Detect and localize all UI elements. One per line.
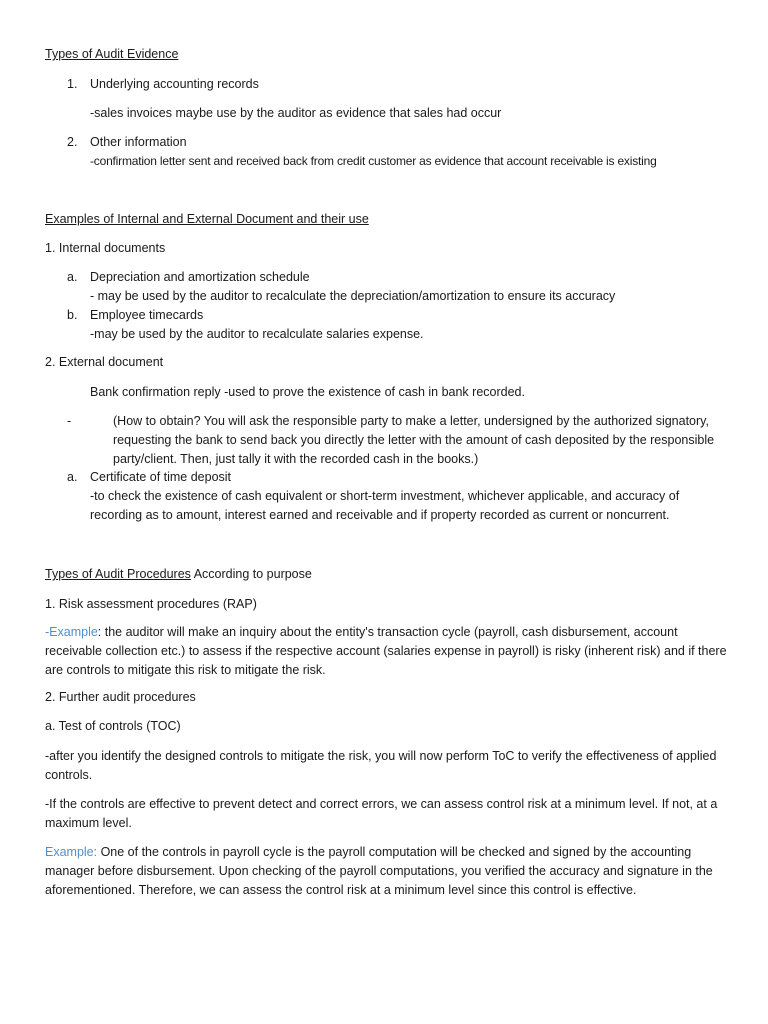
- evidence-item-1-desc: -sales invoices maybe use by the auditor as evidence that sales had occur: [90, 106, 502, 120]
- item-marker: 1.: [67, 77, 78, 91]
- procedures-heading-rest: According to purpose: [190, 567, 312, 581]
- note-text: (How to obtain? You will ask the responsible party to make a letter, undersigned by the authorized signatory, requesting the bank to send back you directly the letter with the amount of cash deposited by the responsible party/client. Then, just tally it with the recorded cash in the books.): [113, 414, 715, 466]
- example-text: : the auditor will make an inquiry about the entity's transaction cycle (payroll, cash disbursement, account receivable collection etc.) to assess if the respective account (salaries expense in payroll) is risky (inherent risk) and if there are controls to mitigate this risk to mitigate the risk.: [45, 625, 727, 677]
- procedures-heading: [45, 565, 735, 584]
- item-marker: b.: [67, 308, 78, 322]
- item-marker: a.: [67, 470, 78, 484]
- rap-title: 1. Risk assessment procedures (RAP): [45, 597, 257, 611]
- dash-marker: -: [67, 414, 72, 428]
- item-title: Underlying accounting records: [90, 77, 259, 91]
- example-text: One of the controls in payroll cycle is the payroll computation will be checked and signed by the accounting manager before disbursement. Upon checking of the payroll computations, you verified the accuracy and signature in the aforementioned. Therefore, we can assess the control risk at a minimum level since this control is effective.: [45, 845, 713, 897]
- external-document-title: 2. External document: [45, 355, 164, 369]
- item-title: Certificate of time deposit: [90, 470, 232, 484]
- toc-paragraph-1: -after you identify the designed controls to mitigate the risk, you will now perform ToC to verify the effectiveness of applied controls.: [45, 749, 717, 782]
- item-marker: 2.: [67, 135, 78, 149]
- example-label: -Example: [45, 625, 98, 639]
- toc-paragraph-2: -If the controls are effective to prevent detect and correct errors, we can assess control risk at a minimum level. If not, at a maximum level.: [45, 797, 718, 830]
- item-marker: a.: [67, 270, 78, 284]
- toc-example: [45, 843, 735, 900]
- example-label: Example:: [45, 845, 98, 859]
- internal-documents-title: 1. Internal documents: [45, 241, 166, 255]
- toc-title: a. Test of controls (TOC): [45, 719, 181, 733]
- item-title: Other information: [90, 135, 187, 149]
- evidence-item-2-desc: -confirmation letter sent and received back from credit customer as evidence that account receivable is existing: [90, 154, 657, 168]
- further-procedures-title: 2. Further audit procedures: [45, 690, 196, 704]
- internal-item-b-desc: -may be used by the auditor to recalculate salaries expense.: [90, 327, 424, 341]
- internal-item-a-desc: - may be used by the auditor to recalculate the depreciation/amortization to ensure its accuracy: [90, 289, 616, 303]
- documents-heading: Examples of Internal and External Document and their use: [45, 212, 369, 226]
- item-title: Employee timecards: [90, 308, 204, 322]
- evidence-heading: Types of Audit Evidence: [45, 47, 179, 61]
- item-title: Depreciation and amortization schedule: [90, 270, 310, 284]
- external-item-a-desc: -to check the existence of cash equivalent or short-term investment, whichever applicable, and accuracy of recording as to amount, interest earned and receivable and if property recorded as current or noncurrent.: [90, 489, 680, 522]
- bank-confirmation-text: Bank confirmation reply -used to prove the existence of cash in bank recorded.: [90, 385, 525, 399]
- rap-example: [45, 623, 735, 680]
- procedures-heading-underlined: Types of Audit Procedures: [45, 567, 191, 581]
